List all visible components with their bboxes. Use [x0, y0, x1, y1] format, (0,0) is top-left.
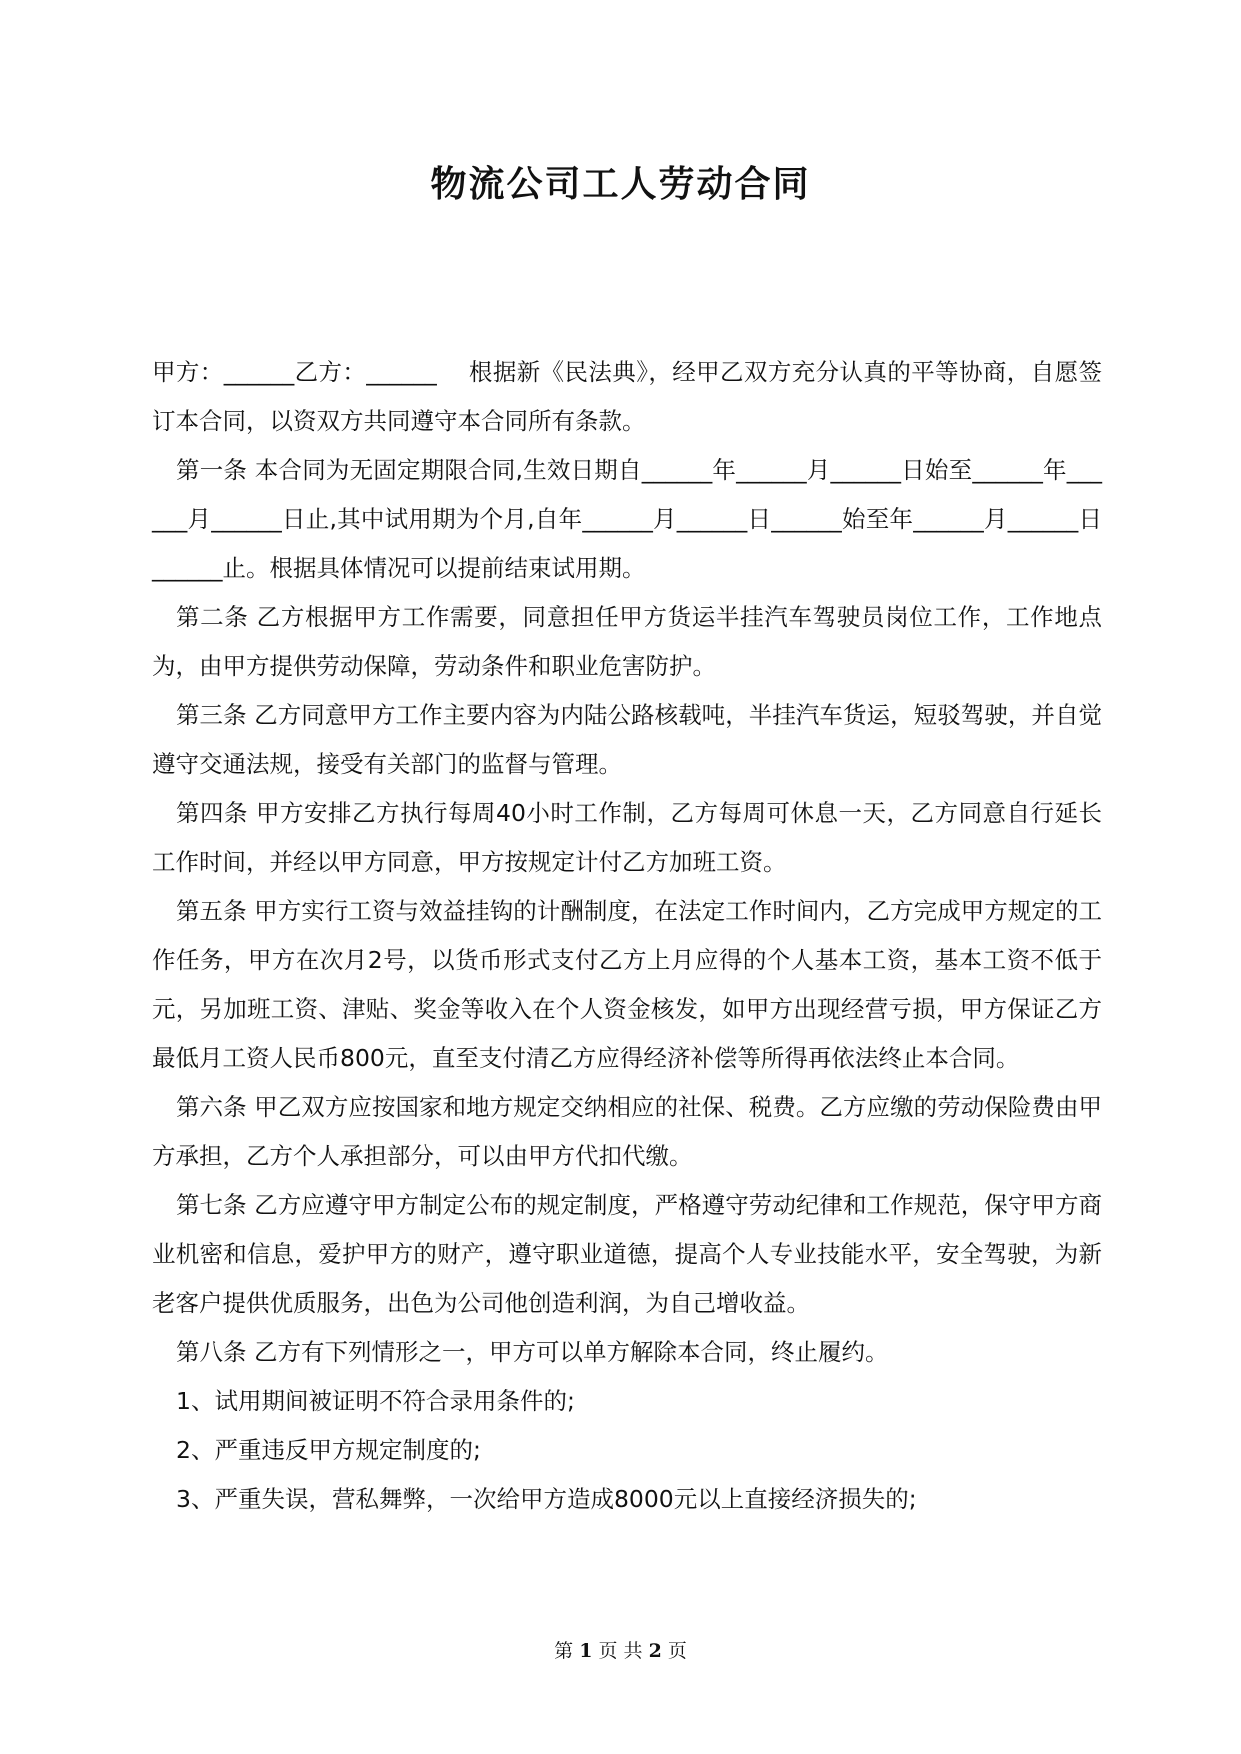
footer-middle: 页 共	[598, 1640, 643, 1662]
article-4: 第四条 甲方安排乙方执行每周40小时工作制，乙方每周可休息一天，乙方同意自行延长工作时间，并经以甲方同意，甲方按规定计付乙方加班工资。	[152, 799, 1102, 876]
contract-body	[152, 348, 1102, 1524]
footer-current-page: 1	[579, 1640, 593, 1662]
article-6: 第六条 甲乙双方应按国家和地方规定交纳相应的社保、税费。乙方应缴的劳动保险费由甲方承担，乙方个人承担部分，可以由甲方代扣代缴。	[152, 1093, 1102, 1170]
contract-preamble: 甲方：______乙方：______ 根据新《民法典》，经甲乙双方充分认真的平等协商，自愿签订本合同，以资双方共同遵守本合同所有条款。	[152, 358, 1102, 435]
article-7: 第七条 乙方应遵守甲方制定公布的规定制度，严格遵守劳动纪律和工作规范，保守甲方商业机密和信息，爱护甲方的财产，遵守职业道德，提高个人专业技能水平，安全驾驶，为新老客户提供优质服务，出色为公司他创造利润，为自己增收益。	[152, 1191, 1102, 1317]
list-item: 1、试用期间被证明不符合录用条件的;	[176, 1387, 575, 1415]
list-item: 3、严重失误，营私舞弊，一次给甲方造成8000元以上直接经济损失的;	[176, 1485, 917, 1513]
list-item: 2、严重违反甲方规定制度的;	[176, 1436, 481, 1464]
footer-total-pages: 2	[648, 1640, 662, 1662]
footer-prefix: 第	[554, 1640, 574, 1662]
article-5: 第五条 甲方实行工资与效益挂钩的计酬制度，在法定工作时间内，乙方完成甲方规定的工作任务，甲方在次月2号，以货币形式支付乙方上月应得的个人基本工资，基本工资不低于元，另加班工资、津贴、奖金等收入在个人资金核发，如甲方出现经营亏损，甲方保证乙方最低月工资人民币800元，直至支付清乙方应得经济补偿等所得再依法终止本合同。	[152, 897, 1102, 1072]
article-3: 第三条 乙方同意甲方工作主要内容为内陆公路核载吨，半挂汽车货运，短驳驾驶，并自觉遵守交通法规，接受有关部门的监督与管理。	[152, 701, 1102, 778]
article-8: 第八条 乙方有下列情形之一，甲方可以单方解除本合同，终止履约。	[176, 1338, 889, 1366]
article-1: 第一条 本合同为无固定期限合同,生效日期自______年______月______日始至______年______月______日止,其中试用期为个月,自年______月______日______始至年______月______日______止。根据具体情况可以提前结束试用期。	[152, 456, 1102, 582]
footer-suffix: 页	[667, 1640, 687, 1662]
document-title: 物流公司工人劳动合同	[430, 164, 811, 205]
page-footer	[0, 1636, 1241, 1666]
article-2: 第二条 乙方根据甲方工作需要，同意担任甲方货运半挂汽车驾驶员岗位工作，工作地点为，由甲方提供劳动保障，劳动条件和职业危害防护。	[152, 603, 1102, 680]
